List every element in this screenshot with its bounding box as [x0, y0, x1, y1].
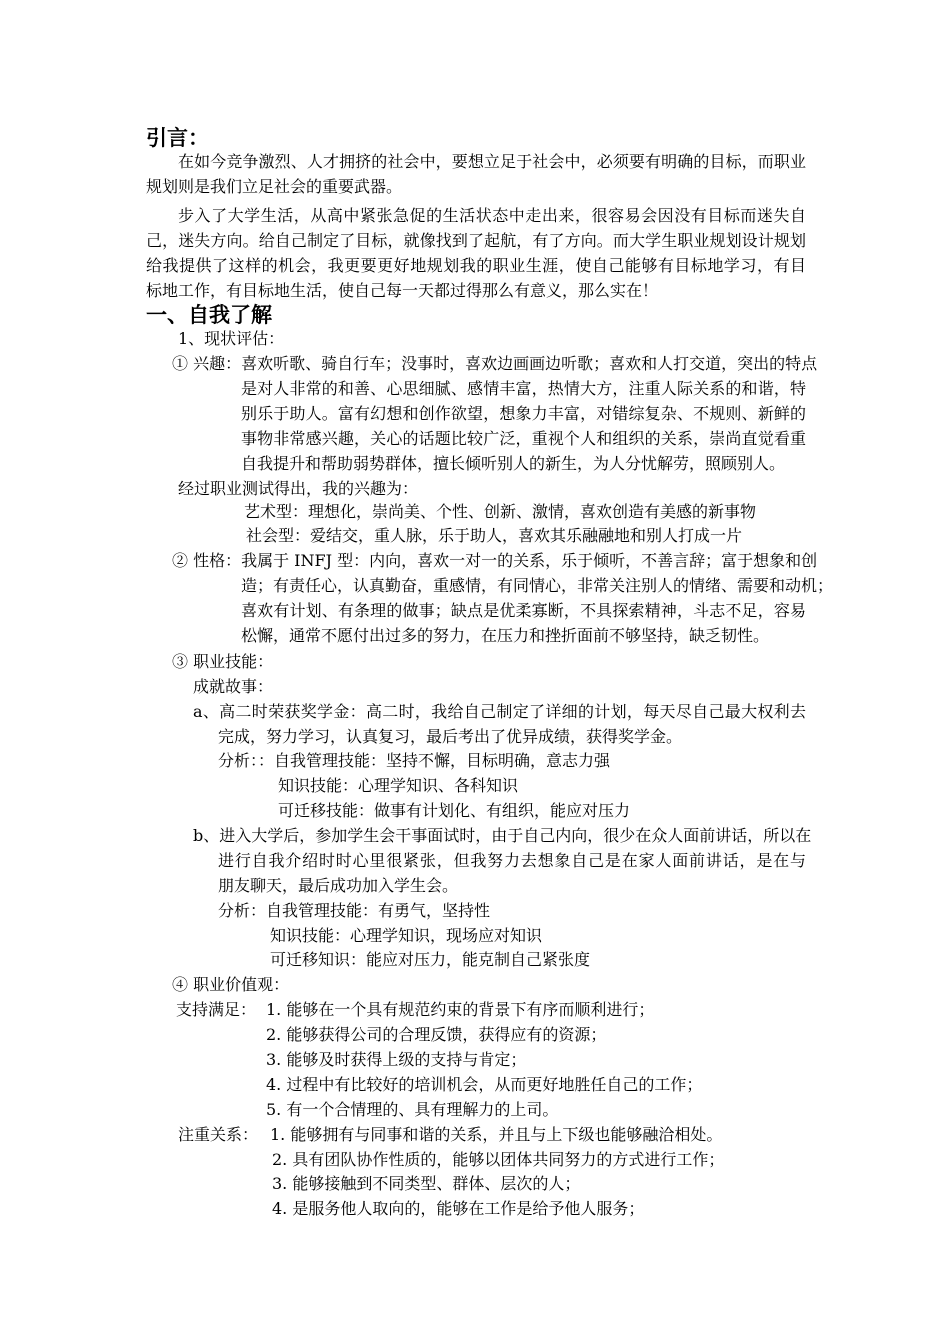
analysis-a-line1: 分析：：自我管理技能：坚持不懈，目标明确，意志力强 — [218, 751, 611, 770]
relation-label: 注重关系： — [178, 1125, 259, 1144]
support-item-5: 5. 有一个合情理的、具有理解力的上司。 — [266, 1100, 559, 1119]
relation-item-3: 3. 能够接触到不同类型、群体、层次的人； — [272, 1174, 581, 1193]
interest-line2: 是对人非常的和善、心思细腻、感情丰富，热情大方，注重人际关系的和谐，特 — [241, 379, 806, 398]
interest-line5: 自我提升和帮助弱势群体，擅长倾听别人的新生，为人分忧解劳，照顾别人。 — [241, 454, 786, 473]
story-b-line1: b、进入大学后，参加学生会干事面试时，由于自己内向，很少在众人面前讲话，所以在 — [193, 826, 812, 845]
interest-line3: 别乐于助人。富有幻想和创作欲望，想象力丰富，对错综复杂、不规则、新鲜的 — [241, 404, 806, 423]
support-item-4: 4. 过程中有比较好的培训机会，从而更好地胜任自己的工作； — [266, 1075, 703, 1094]
personality-line4: 松懈，通常不愿付出过多的努力，在压力和挫折面前不够坚持，缺乏韧性。 — [241, 626, 770, 645]
intro-p2-line3: 给我提供了这样的机会，我更要更好地规划我的职业生涯，使自己能够有目标地学习，有目 — [146, 256, 806, 275]
support-item-1: 1. 能够在一个具有规范约束的背景下有序而顺利进行； — [266, 1000, 655, 1019]
support-item-3: 3. 能够及时获得上级的支持与肯定； — [266, 1050, 527, 1069]
skills-heading: ③ 职业技能： — [172, 652, 274, 671]
intro-p2-line2: 己，迷失方向。给自己制定了目标，就像找到了起航，有了方向。而大学生职业规划设计规划 — [146, 231, 806, 250]
test-result: 经过职业测试得出，我的兴趣为： — [178, 479, 419, 498]
relation-item-1: 1. 能够拥有与同事和谐的关系，并且与上下级也能够融洽相处。 — [270, 1125, 723, 1144]
interest-line1: ① 兴趣：喜欢听歌、骑自行车；没事时，喜欢边画画边听歌；喜欢和人打交道，突出的特点 — [172, 354, 818, 373]
support-label: 支持满足： — [176, 1000, 257, 1019]
intro-p1-line1: 在如今竞争激烈、人才拥挤的社会中，要想立足于社会中，必须要有明确的目标，而职业 — [178, 152, 806, 171]
relation-item-4: 4. 是服务他人取向的，能够在工作是给予他人服务； — [272, 1199, 645, 1218]
type-artistic: 艺术型：理想化，崇尚美、个性、创新、激情，喜欢创造有美感的新事物 — [244, 502, 757, 521]
section1-sub1: 1、现状评估： — [178, 329, 285, 348]
personality-line1: ② 性格：我属于 INFJ 型：内向，喜欢一对一的关系，乐于倾听，不善言辞；富于想象和创 — [172, 551, 818, 570]
intro-p1-line2: 规划则是我们立足社会的重要武器。 — [146, 177, 403, 196]
intro-heading: 引言： — [146, 126, 209, 150]
personality-line2: 造；有责任心，认真勤奋，重感情，有同情心，非常关注别人的情绪、需要和动机； — [241, 576, 834, 595]
relation-item-2: 2. 具有团队协作性质的，能够以团体共同努力的方式进行工作； — [272, 1150, 725, 1169]
story-b-line3: 朋友聊天，最后成功加入学生会。 — [218, 876, 459, 895]
analysis-a-line2: 知识技能：心理学知识、各科知识 — [278, 776, 519, 795]
analysis-b-line3: 可迁移知识：能应对压力，能克制自己紧张度 — [270, 950, 591, 969]
intro-p2-line1: 步入了大学生活，从高中紧张急促的生活状态中走出来，很容易会因没有目标而迷失自 — [178, 206, 806, 225]
story-b-line2: 进行自我介绍时时心里很紧张，但我努力去想象自己是在家人面前讲话，是在与 — [218, 851, 806, 870]
story-a-line2: 完成，努力学习，认真复习，最后考出了优异成绩，获得奖学金。 — [218, 727, 683, 746]
analysis-b-line1: 分析：自我管理技能：有勇气，坚持性 — [218, 901, 491, 920]
analysis-a-line3: 可迁移技能：做事有计划化、有组织，能应对压力 — [278, 801, 631, 820]
values-heading: ④ 职业价值观： — [172, 975, 290, 994]
personality-line3: 喜欢有计划、有条理的做事；缺点是优柔寡断，不具探索精神，斗志不足，容易 — [241, 601, 806, 620]
interest-line4: 事物非常感兴趣，关心的话题比较广泛，重视个人和组织的关系，崇尚直觉看重 — [241, 429, 806, 448]
type-social: 社会型：爱结交，重人脉，乐于助人，喜欢其乐融融地和别人打成一片 — [246, 526, 743, 545]
story-heading: 成就故事： — [193, 677, 274, 696]
section1-heading: 一、自我了解 — [146, 303, 272, 327]
analysis-b-line2: 知识技能：心理学知识，现场应对知识 — [270, 926, 543, 945]
story-a-line1: a、高二时荣获奖学金：高二时，我给自己制定了详细的计划，每天尽自己最大权利去 — [193, 702, 806, 721]
support-item-2: 2. 能够获得公司的合理反馈，获得应有的资源； — [266, 1025, 607, 1044]
intro-p2-line4: 标地工作，有目标地生活，使自己每一天都过得那么有意义，那么实在！ — [146, 281, 659, 300]
